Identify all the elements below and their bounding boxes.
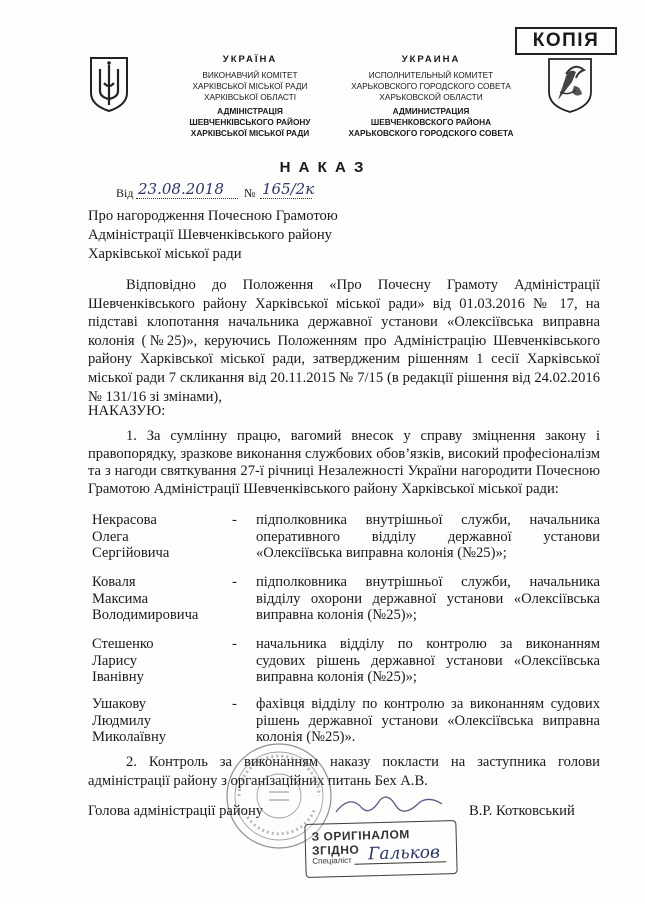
awardee-desc: начальника відділу по контролю за виконанням судових рішень державної установи «Олексіївська виправна колонія (№25)»; (256, 636, 600, 686)
adm-ru-3: ХАРЬКОВСКОГО ГОРОДСКОГО СОВЕТА (348, 128, 514, 138)
order-word: НАКАЗУЮ: (88, 403, 166, 419)
order-item-1: 1. За сумлінну працю, вагомий внесок у справу зміцнення закону і правопорядку, зразкове виконання службових обов’язків, високий професіоналізм та з нагоди святкування 27-ї річниці Незалежності України нагородити Почесною Грамотою Адміністрації Шевченківського району Харківської міської ради: (88, 428, 600, 497)
date-line (116, 180, 356, 202)
country-ua: УКРАЇНА (222, 54, 278, 65)
certified-stamp-sign: Гальков (367, 842, 441, 865)
date-from-label: Від (116, 186, 134, 200)
handwritten-signature-icon (330, 790, 450, 820)
awardee-name: Некрасова Олега Сергійовича (92, 512, 170, 562)
awardee-dash: - (232, 574, 237, 590)
adm-ua-1: АДМІНІСТРАЦІЯ (217, 106, 283, 116)
org-ua-3: ХАРКІВСЬКОЇ ОБЛАСТІ (203, 92, 297, 102)
subject-line-1: Про нагородження Почесною Грамотою (88, 208, 338, 224)
number-label: № (244, 186, 256, 200)
ukraine-emblem-icon (88, 55, 130, 113)
subject-line-3: Харківської міської ради (88, 246, 242, 262)
adm-ua-2: ШЕВЧЕНКІВСЬКОГО РАЙОНУ (189, 117, 311, 127)
date-value: 23.08.2018 (138, 180, 224, 198)
awardee-name: Ушакову Людмилу Миколаївну (92, 696, 167, 746)
org-ua-2: ХАРКІВСЬКОЇ МІСЬКОЇ РАДИ (192, 81, 308, 91)
signature-name: В.Р. Котковський (469, 803, 575, 819)
org-ru-1: ИСПОЛНИТЕЛЬНЫЙ КОМИТЕТ (368, 70, 494, 80)
adm-ru-2: ШЕВЧЕНКОВСКОГО РАЙОНА (370, 117, 492, 127)
subject (88, 207, 408, 264)
country-ru: УКРАИНА (401, 54, 461, 65)
certified-stamp-label: Спеціаліст (312, 855, 352, 866)
awardee-name: Коваля Максима Володимировича (92, 574, 199, 624)
awardee-desc: фахівця відділу по контролю за виконанням судових рішень державної установи «Олексіївська виправна колонія (№25)». (256, 696, 600, 746)
org-ru-3: ХАРЬКОВСКОЙ ОБЛАСТИ (379, 92, 483, 102)
awardee-name: Стешенко Ларису Іванівну (92, 636, 154, 686)
awardee-desc: підполковника внутрішньої служби, начальника відділу охорони державної установи «Олексіївська виправна колонія (№25)»; (256, 574, 600, 624)
header-ru (336, 54, 526, 139)
subject-line-2: Адміністрації Шевченківського району (88, 227, 332, 243)
adm-ru-1: АДМИНИСТРАЦИЯ (392, 106, 470, 116)
org-ru-2: ХАРЬКОВСКОГО ГОРОДСКОГО СОВЕТА (351, 81, 511, 91)
number-underline (260, 198, 312, 199)
org-ua-1: ВИКОНАВЧИЙ КОМІТЕТ (202, 70, 298, 80)
certified-copy-stamp (304, 820, 457, 878)
date-underline (136, 198, 238, 199)
adm-ua-3: ХАРКІВСЬКОЇ МІСЬКОЇ РАДИ (190, 128, 310, 138)
awardee-dash: - (232, 512, 237, 528)
awardee-desc: підполковника внутрішньої служби, начальника оперативного відділу державної установи «Олексіївська виправна колонія (№25)»; (256, 512, 600, 562)
copy-stamp (515, 27, 617, 55)
awardee-dash: - (232, 636, 237, 652)
document-title: Н А К А З (279, 159, 366, 176)
kharkiv-coat-of-arms-icon (546, 56, 594, 114)
order-item-2: 2. Контроль за виконанням наказу покласти на заступника голови адміністрації району з організаційних питань Бех А.В. (88, 754, 600, 789)
awardee-dash: - (232, 696, 237, 712)
certified-stamp-line: З ОРИГІНАЛОМ ЗГІДНО (311, 827, 410, 858)
copy-stamp-label: КОПІЯ (532, 30, 600, 51)
signature-position: Голова адміністрації району (88, 803, 264, 819)
header-ua (160, 54, 340, 139)
preamble: Відповідно до Положення «Про Почесну Грамоту Адміністрації Шевченківського району Харківської міської ради» від 01.03.2016 № 17, на підставі клопотання начальника державної установи «Олексіївська виправна колонія (№25)», керуючись Положенням про Адміністрацію Шевченківського району Харківської міської ради, затвердженим рішенням 1 сесії Харківської міської ради 7 скликання від 20.11.2015 № 7/15 (в редакції рішення від 24.02.2016 № 131/16 зі змінами), (88, 277, 600, 405)
number-value: 165/2к (262, 180, 315, 198)
